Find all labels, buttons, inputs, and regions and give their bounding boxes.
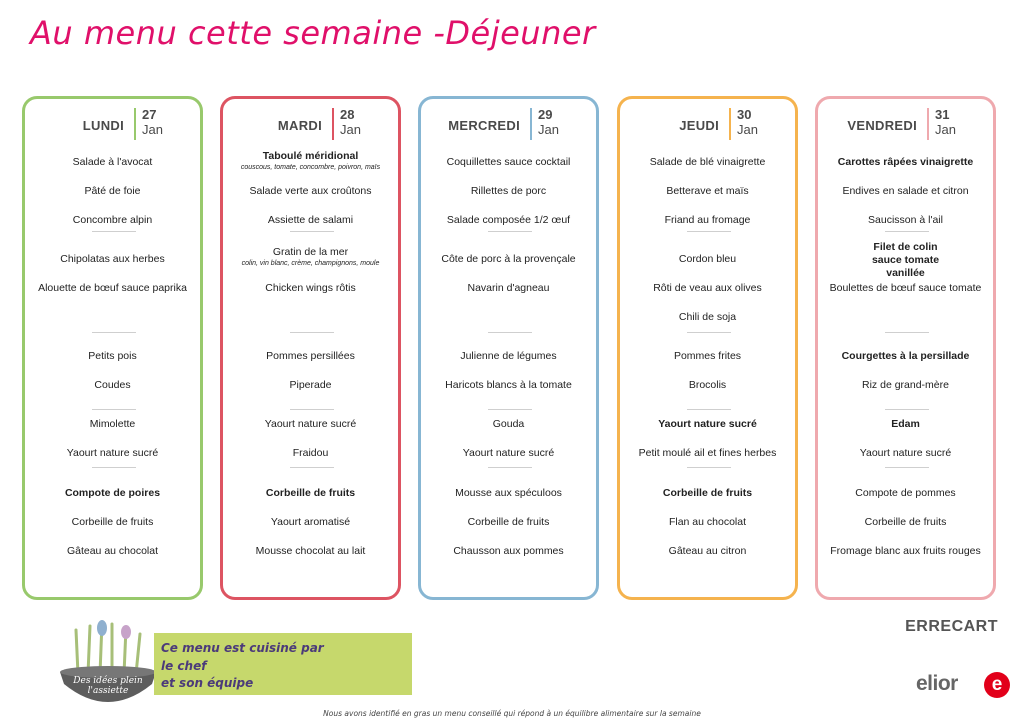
menu-item-text: Coquillettes sauce cocktail xyxy=(446,156,571,168)
course-divider xyxy=(885,332,929,333)
menu-item xyxy=(818,379,993,392)
menu-item xyxy=(620,214,795,227)
course-divider xyxy=(92,409,136,410)
menu-item xyxy=(818,516,993,529)
course-divider xyxy=(885,231,929,232)
menu-item xyxy=(818,156,993,169)
menu-item-text: Gouda xyxy=(492,418,525,430)
menu-item xyxy=(223,447,398,460)
menu-item-text: Brocolis xyxy=(688,379,727,391)
chef-message-line1: Ce menu est cuisiné par xyxy=(161,641,324,655)
menu-item xyxy=(25,253,200,266)
menu-item-text: Filet de colin sauce tomate vanillée xyxy=(871,241,940,279)
day-card-jeudi xyxy=(617,96,798,600)
menu-item xyxy=(421,418,596,431)
elior-logo-text: elior xyxy=(916,672,958,695)
course-divider xyxy=(687,231,731,232)
menu-item xyxy=(25,545,200,558)
menu-item-text: Taboulé méridional xyxy=(262,150,359,162)
badge-text: Des idées plein l'assiette xyxy=(73,676,143,696)
menu-item xyxy=(223,185,398,198)
course-divider xyxy=(488,409,532,410)
page-title: Au menu cette semaine -Déjeuner xyxy=(30,14,596,52)
menu-item-text: Julienne de légumes xyxy=(460,350,557,362)
course-divider xyxy=(92,332,136,333)
footer-note: Nous avons identifié en gras un menu conseillé qui répond à un équilibre alimentaire sur la semaine xyxy=(323,709,701,718)
menu-item-text: Edam xyxy=(891,418,920,430)
utensils-badge-icon xyxy=(56,618,160,718)
menu-item xyxy=(223,418,398,431)
menu-item-text: Petits pois xyxy=(88,350,137,362)
menu-item-text: Yaourt nature sucré xyxy=(658,418,757,430)
day-header xyxy=(25,108,200,138)
menu-item xyxy=(620,379,795,392)
course-divider xyxy=(885,467,929,468)
menu-item-text: Alouette de bœuf sauce paprika xyxy=(38,282,187,294)
menu-item-text: Pommes persillées xyxy=(266,350,355,362)
day-name: LUNDI xyxy=(82,118,124,133)
day-header xyxy=(223,108,398,138)
menu-item xyxy=(620,418,795,431)
chef-message-box xyxy=(154,633,412,695)
menu-item xyxy=(223,487,398,500)
menu-item xyxy=(223,379,398,392)
menu-item xyxy=(818,350,993,363)
day-card-lundi xyxy=(22,96,203,600)
menu-item-text: Cordon bleu xyxy=(678,253,737,265)
day-month: Jan xyxy=(737,122,758,137)
menu-item xyxy=(421,350,596,363)
menu-item xyxy=(25,350,200,363)
menu-item xyxy=(818,487,993,500)
menu-item-text: Coudes xyxy=(94,379,131,391)
course-divider xyxy=(885,409,929,410)
menu-item xyxy=(25,487,200,500)
menu-item-text: Rillettes de porc xyxy=(470,185,547,197)
menu-item-text: Boulettes de bœuf sauce tomate xyxy=(829,282,982,294)
menu-item xyxy=(421,185,596,198)
menu-item xyxy=(818,185,993,198)
menu-item-text: Corbeille de fruits xyxy=(662,487,753,499)
day-number: 30 xyxy=(737,107,752,122)
course-divider xyxy=(488,467,532,468)
menu-item-text: Salade à l'avocat xyxy=(72,156,153,168)
menu-item-text: Pâté de foie xyxy=(84,185,141,197)
menu-item-text: Mousse chocolat au lait xyxy=(255,545,366,557)
menu-item-text: Haricots blancs à la tomate xyxy=(445,379,572,391)
day-name: JEUDI xyxy=(679,118,719,133)
menu-item-text: Fromage blanc aux fruits rouges xyxy=(830,545,981,557)
menu-item-text: Compote de pommes xyxy=(855,487,956,499)
menu-item xyxy=(818,418,993,431)
course-divider xyxy=(290,332,334,333)
menu-item xyxy=(223,350,398,363)
menu-item xyxy=(25,214,200,227)
day-header-divider xyxy=(927,108,929,140)
menu-item-text: Yaourt nature sucré xyxy=(462,447,555,459)
menu-item xyxy=(421,214,596,227)
menu-badge-logo xyxy=(56,618,160,723)
menu-item-text: Corbeille de fruits xyxy=(265,487,356,499)
menu-item xyxy=(25,156,200,169)
menu-item-text: Yaourt nature sucré xyxy=(264,418,357,430)
day-header xyxy=(620,108,795,138)
menu-item-text: Salade composée 1/2 œuf xyxy=(446,214,571,226)
menu-item xyxy=(818,214,993,227)
day-card-vendredi xyxy=(815,96,996,600)
day-card-mardi xyxy=(220,96,401,600)
chef-message-line3: et son équipe xyxy=(161,676,254,690)
menu-item xyxy=(620,185,795,198)
menu-item-text: Chipolatas aux herbes xyxy=(60,253,165,265)
menu-item-text: Yaourt nature sucré xyxy=(859,447,952,459)
menu-item xyxy=(25,379,200,392)
day-month: Jan xyxy=(340,122,361,137)
menu-item-text: Corbeille de fruits xyxy=(71,516,154,528)
school-name: ERRECART xyxy=(905,618,998,635)
menu-item-text: Flan au chocolat xyxy=(668,516,747,528)
menu-item xyxy=(25,185,200,198)
menu-item-text: Mimolette xyxy=(89,418,136,430)
menu-item xyxy=(25,447,200,460)
course-divider xyxy=(687,409,731,410)
menu-item-text: Yaourt nature sucré xyxy=(66,447,159,459)
menu-item xyxy=(818,241,993,280)
menu-item xyxy=(620,545,795,558)
menu-item-text: Salade de blé vinaigrette xyxy=(649,156,766,168)
menu-item xyxy=(620,516,795,529)
menu-item-text: Carottes râpées vinaigrette xyxy=(837,156,974,168)
menu-item xyxy=(421,282,596,295)
menu-item xyxy=(421,379,596,392)
menu-item-text: Compote de poires xyxy=(64,487,161,499)
menu-item-text: Betterave et maïs xyxy=(666,185,749,197)
menu-item-text: Concombre alpin xyxy=(72,214,153,226)
menu-item-text: Chili de soja xyxy=(678,311,737,323)
menu-item xyxy=(223,214,398,227)
menu-item-ingredients: colin, vin blanc, crème, champignons, moule xyxy=(241,260,380,267)
menu-item-text: Corbeille de fruits xyxy=(467,516,550,528)
day-name: MARDI xyxy=(277,118,322,133)
menu-item-text: Mousse aux spéculoos xyxy=(455,487,562,499)
day-card-mercredi xyxy=(418,96,599,600)
menu-item-text: Chicken wings rôtis xyxy=(265,282,356,294)
menu-item xyxy=(818,545,993,558)
menu-item-text: Pommes frites xyxy=(673,350,742,362)
menu-item xyxy=(620,487,795,500)
day-name: MERCREDI xyxy=(448,118,520,133)
menu-item-text: Navarin d'agneau xyxy=(467,282,550,294)
menu-item-text: Corbeille de fruits xyxy=(864,516,947,528)
course-divider xyxy=(290,231,334,232)
menu-item xyxy=(620,282,795,295)
menu-item-text: Friand au fromage xyxy=(664,214,751,226)
menu-item-text: Assiette de salami xyxy=(267,214,354,226)
menu-item xyxy=(223,282,398,295)
day-month: Jan xyxy=(142,122,163,137)
chef-message-line2: le chef xyxy=(161,659,207,673)
course-divider xyxy=(687,467,731,468)
menu-item-text: Piperade xyxy=(289,379,332,391)
menu-item xyxy=(421,516,596,529)
menu-item-text: Gratin de la mer xyxy=(272,246,349,258)
menu-item-text: Courgettes à la persillade xyxy=(841,350,970,362)
menu-item-text: Yaourt aromatisé xyxy=(270,516,351,528)
day-header xyxy=(818,108,993,138)
course-divider xyxy=(290,409,334,410)
menu-item xyxy=(620,156,795,169)
menu-item xyxy=(421,253,596,266)
menu-item xyxy=(421,545,596,558)
menu-item-text: Gâteau au chocolat xyxy=(66,545,159,557)
day-header-divider xyxy=(530,108,532,140)
course-divider xyxy=(687,332,731,333)
day-number: 28 xyxy=(340,107,355,122)
course-divider xyxy=(290,467,334,468)
day-month: Jan xyxy=(538,122,559,137)
menu-item xyxy=(25,516,200,529)
menu-item xyxy=(421,156,596,169)
menu-item xyxy=(421,487,596,500)
menu-item xyxy=(223,516,398,529)
menu-item-text: Saucisson à l'ail xyxy=(868,214,943,226)
menu-item-text: Salade verte aux croûtons xyxy=(249,185,372,197)
menu-item xyxy=(818,447,993,460)
day-number: 27 xyxy=(142,107,157,122)
day-header-divider xyxy=(134,108,136,140)
menu-item-text: Riz de grand-mère xyxy=(862,379,949,391)
menu-item xyxy=(25,282,200,295)
menu-item xyxy=(223,150,398,172)
menu-item xyxy=(620,447,795,460)
menu-item xyxy=(223,246,398,268)
menu-item-text: Gâteau au citron xyxy=(668,545,747,557)
day-header xyxy=(421,108,596,138)
menu-item xyxy=(421,447,596,460)
elior-mark-icon: e xyxy=(984,672,1010,698)
course-divider xyxy=(488,332,532,333)
menu-item-ingredients: couscous, tomate, concombre, poivron, maïs xyxy=(240,164,381,171)
day-header-divider xyxy=(332,108,334,140)
day-header-divider xyxy=(729,108,731,140)
menu-item xyxy=(620,350,795,363)
menu-item-text: Fraidou xyxy=(292,447,329,459)
menu-item xyxy=(620,253,795,266)
day-name: VENDREDI xyxy=(847,118,917,133)
day-number: 31 xyxy=(935,107,950,122)
course-divider xyxy=(92,231,136,232)
menu-item-text: Petit moulé ail et fines herbes xyxy=(638,447,777,459)
menu-item xyxy=(818,282,993,295)
menu-item-text: Rôti de veau aux olives xyxy=(653,282,762,294)
menu-item xyxy=(223,545,398,558)
menu-item-text: Côte de porc à la provençale xyxy=(441,253,576,265)
menu-item xyxy=(25,418,200,431)
day-number: 29 xyxy=(538,107,553,122)
menu-item xyxy=(620,311,795,324)
course-divider xyxy=(92,467,136,468)
menu-item-text: Chausson aux pommes xyxy=(453,545,564,557)
day-month: Jan xyxy=(935,122,956,137)
menu-item-text: Endives en salade et citron xyxy=(842,185,969,197)
course-divider xyxy=(488,231,532,232)
